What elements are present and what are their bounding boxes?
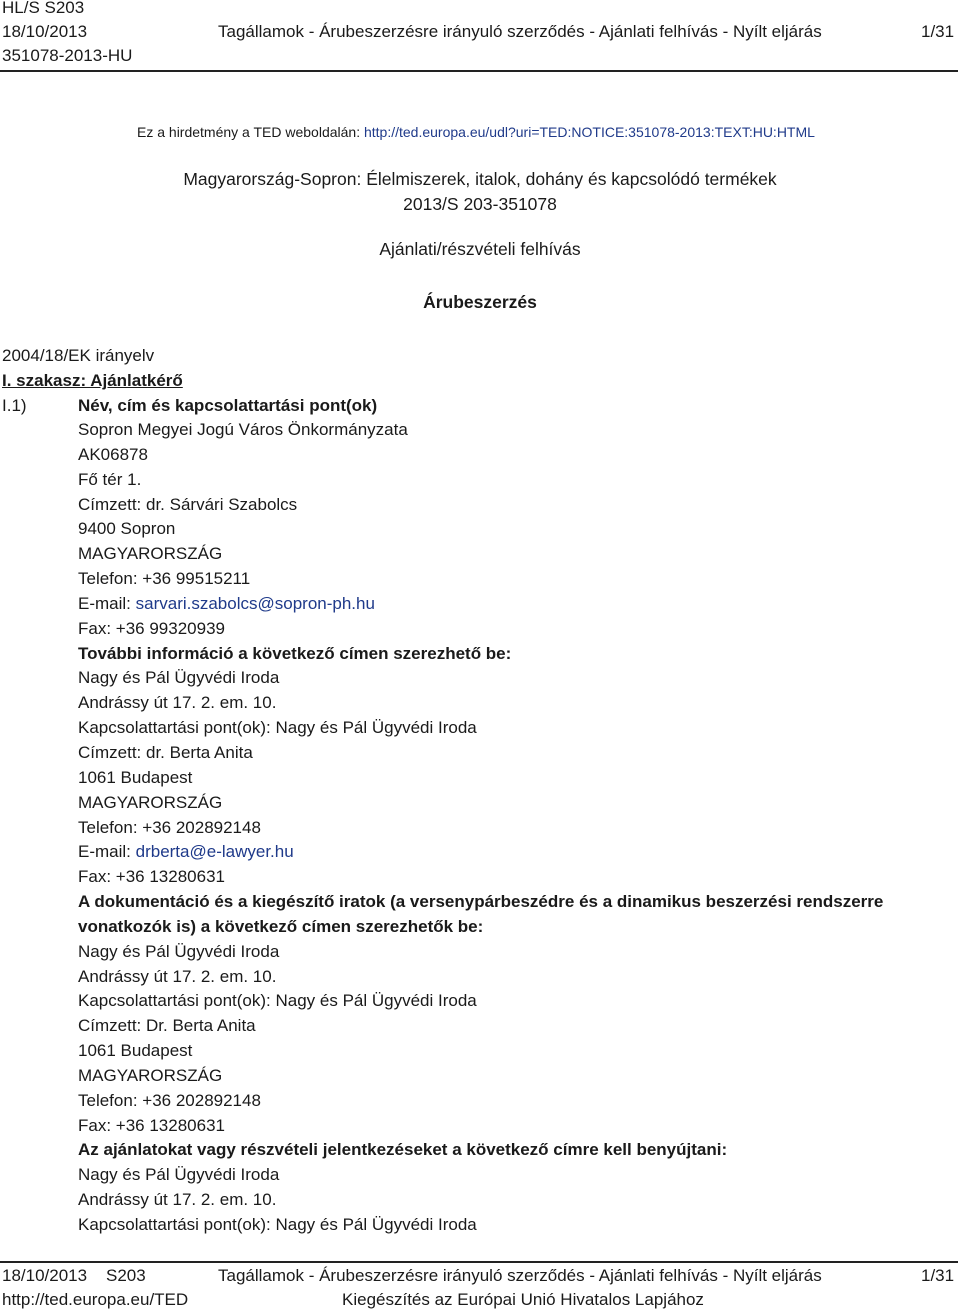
contracting-code: AK06878 <box>78 444 148 464</box>
further-info-street: Andrássy út 17. 2. em. 10. <box>78 693 277 713</box>
documents-heading: A dokumentáció és a kiegészítő iratok (a versenypárbeszédre és a dinamikus beszerzési rendszerre vonatkozók is) a következő címen szerezhetők be: <box>78 892 884 936</box>
documents-contact-point: Kapcsolattartási pont(ok): Nagy és Pál Ügyvédi Iroda <box>78 991 477 1011</box>
further-info-city: 1061 Budapest <box>78 767 193 787</box>
documents-phone: Telefon: +36 202892148 <box>78 1090 261 1110</box>
document-heading: Magyarország-Sopron: Élelmiszerek, italok, dohány és kapcsolódó termékek <box>183 169 777 189</box>
documents-country: MAGYARORSZÁG <box>78 1065 223 1085</box>
header-date: 18/10/2013 <box>2 22 88 41</box>
further-info-heading: További információ a következő címen szerezhető be: <box>78 643 512 663</box>
footer-page-number: 1/31 <box>921 1266 955 1285</box>
directive: 2004/18/EK irányelv <box>2 346 155 365</box>
contracting-street: Fő tér 1. <box>78 469 142 489</box>
documents-addressee: Címzett: Dr. Berta Anita <box>78 1016 256 1036</box>
further-info-contact-point: Kapcsolattartási pont(ok): Nagy és Pál Ügyvédi Iroda <box>78 718 477 738</box>
documents-street: Andrássy út 17. 2. em. 10. <box>78 966 277 986</box>
contracting-city: 9400 Sopron <box>78 519 176 539</box>
footer-date-issue: 18/10/2013 S203 <box>2 1266 146 1285</box>
email-label: E-mail: <box>78 593 136 613</box>
submission-street: Andrássy út 17. 2. em. 10. <box>78 1190 277 1210</box>
footer-title: Tagállamok - Árubeszerzésre irányuló szerződés - Ajánlati felhívás - Nyílt eljárás <box>218 1266 822 1285</box>
ted-notice-prefix: Ez a hirdetmény a TED weboldalán: <box>137 124 364 140</box>
ted-notice <box>137 124 815 140</box>
email-label: E-mail: <box>78 842 136 862</box>
contract-type: Árubeszerzés <box>423 292 537 312</box>
section-title: I. szakasz: Ajánlatkérő <box>2 371 183 390</box>
documents-fax: Fax: +36 13280631 <box>78 1115 225 1135</box>
header-issue: HL/S S203 <box>2 0 85 17</box>
further-info-org: Nagy és Pál Ügyvédi Iroda <box>78 668 280 688</box>
further-info-email <box>78 840 938 865</box>
submission-heading: Az ajánlatokat vagy részvételi jelentkezéseket a következő címre kell benyújtani: <box>78 1140 728 1160</box>
subsection-title: Név, cím és kapcsolattartási pont(ok) <box>78 396 378 415</box>
contracting-org: Sopron Megyei Jogú Város Önkormányzata <box>78 420 408 439</box>
contracting-phone: Telefon: +36 99515211 <box>78 569 251 589</box>
submission-org: Nagy és Pál Ügyvédi Iroda <box>78 1165 280 1185</box>
contact-details <box>78 418 938 1238</box>
further-info-fax: Fax: +36 13280631 <box>78 867 225 887</box>
document-reference: 2013/S 203-351078 <box>403 194 557 214</box>
further-info-email-link[interactable]: drberta@e-lawyer.hu <box>135 842 294 862</box>
footer-divider <box>0 1261 958 1263</box>
further-info-addressee: Címzett: dr. Berta Anita <box>78 742 253 762</box>
documents-org: Nagy és Pál Ügyvédi Iroda <box>78 941 280 961</box>
contracting-email-link[interactable]: sarvari.szabolcs@sopron-ph.hu <box>135 593 375 613</box>
further-info-country: MAGYARORSZÁG <box>78 792 223 812</box>
submission-contact-point: Kapcsolattartási pont(ok): Nagy és Pál Ügyvédi Iroda <box>78 1215 477 1234</box>
header-page-number: 1/31 <box>921 22 955 41</box>
notice-type: Ajánlati/részvételi felhívás <box>379 239 581 259</box>
further-info-phone: Telefon: +36 202892148 <box>78 817 261 837</box>
footer-publisher: Kiegészítés az Európai Unió Hivatalos Lapjához <box>342 1290 704 1309</box>
contracting-addressee: Címzett: dr. Sárvári Szabolcs <box>78 494 298 514</box>
contracting-fax: Fax: +36 99320939 <box>78 618 225 638</box>
subsection-number: I.1) <box>2 396 27 415</box>
contracting-country: MAGYARORSZÁG <box>78 544 223 564</box>
header-title: Tagállamok - Árubeszerzésre irányuló szerződés - Ajánlati felhívás - Nyílt eljárás <box>218 22 822 41</box>
ted-notice-link[interactable]: http://ted.europa.eu/udl?uri=TED:NOTICE:351078-2013:TEXT:HU:HTML <box>363 124 815 140</box>
header-divider <box>0 70 958 72</box>
documents-city: 1061 Budapest <box>78 1041 193 1061</box>
footer-ted-link[interactable]: http://ted.europa.eu/TED <box>2 1290 189 1309</box>
header-doc-id: 351078-2013-HU <box>2 46 133 65</box>
contracting-email <box>78 592 938 617</box>
